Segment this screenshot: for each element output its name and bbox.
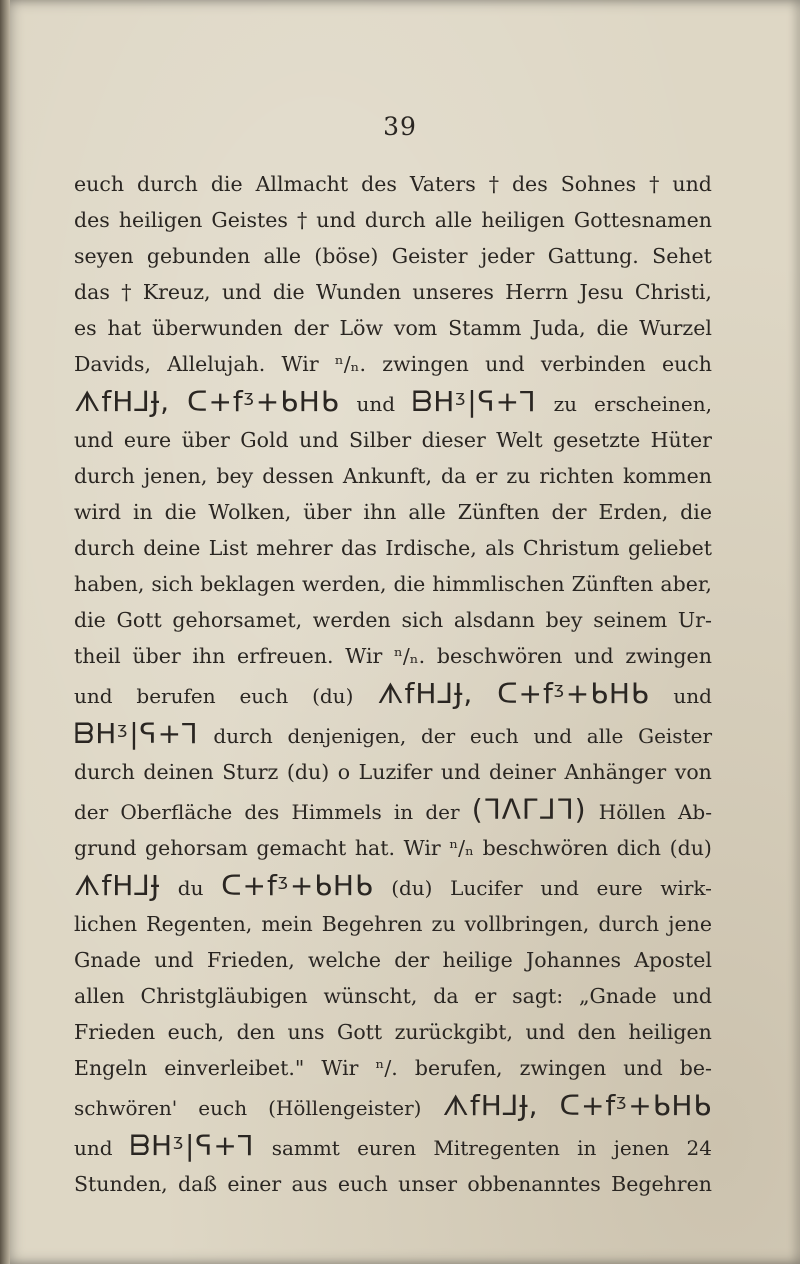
word: sammt (271, 1136, 340, 1160)
word: gebunden (146, 244, 251, 268)
word: heilige (442, 948, 513, 972)
word: Herrn (505, 280, 569, 304)
word: o (337, 760, 351, 784)
word: die (596, 316, 629, 340)
word: deinen (143, 760, 214, 784)
word: Christi, (634, 280, 712, 304)
word: den (577, 1020, 616, 1044)
word: durch (213, 724, 273, 748)
word: deine (143, 536, 201, 560)
word: aus (291, 1172, 328, 1196)
word: einverleibet." (164, 1056, 305, 1080)
word: ᑕ+fᶾ+ᑲHᑲ (497, 677, 650, 710)
word: Frieden, (207, 948, 295, 972)
word: die (74, 608, 106, 632)
word: der (394, 948, 430, 972)
word: haben, (74, 572, 145, 596)
word: welche (307, 948, 381, 972)
word: und (356, 392, 396, 416)
word: Jesu (579, 280, 624, 304)
word: Kreuz, (142, 280, 211, 304)
word: bey (545, 608, 583, 632)
word: Frieden (74, 1020, 156, 1044)
word: Wir (321, 1056, 359, 1080)
word: gehorsam (145, 836, 248, 860)
word: und (623, 1056, 663, 1080)
word: Oberfläche (120, 800, 233, 824)
word: von (674, 760, 712, 784)
word: beschwören (482, 836, 609, 860)
word: Luzifer (358, 760, 433, 784)
word: berufen (136, 684, 216, 708)
word: † (121, 280, 132, 304)
word: der (551, 500, 587, 524)
word: Sturz (222, 760, 279, 784)
word: Stunden, (74, 1172, 168, 1196)
word: theil (74, 644, 121, 668)
word: jene (668, 912, 712, 936)
word: geliebet (627, 536, 712, 560)
word: Johannes (525, 948, 622, 972)
word: unseres (412, 280, 494, 304)
word: zwingen (519, 1056, 607, 1080)
word: Erden, (598, 500, 669, 524)
word: alle (434, 208, 473, 232)
word: erfreuen. (237, 644, 334, 668)
word: und (672, 984, 712, 1008)
text-line (74, 202, 712, 238)
text-line (74, 422, 712, 458)
word: euch (74, 172, 125, 196)
word: Silber (348, 428, 412, 452)
word: euch (198, 1096, 248, 1120)
word: die (164, 500, 197, 524)
word: durch (364, 208, 426, 232)
word: ᑕ+fᶾ+ᑲHᑲ (559, 1089, 712, 1122)
text-line (74, 166, 712, 202)
word: den (236, 1020, 276, 1044)
word: lichen (74, 912, 138, 936)
word: einer (227, 1172, 282, 1196)
word: hat (107, 316, 142, 340)
word: Allmacht (255, 172, 349, 196)
word: euren (357, 1136, 417, 1160)
word: be- (679, 1056, 712, 1080)
word: (du) (669, 836, 712, 860)
word: Geistes (211, 208, 288, 232)
word: es (74, 316, 97, 340)
word: vollbringen, (464, 912, 590, 936)
word: die (393, 572, 426, 596)
word: mehrer (256, 536, 333, 560)
word: (du) (391, 876, 433, 900)
word: zu (506, 464, 531, 488)
word: seyen (74, 244, 134, 268)
text-line (74, 714, 712, 754)
word: uns (287, 1020, 325, 1044)
text-line (74, 866, 712, 906)
word: und (299, 428, 339, 452)
word: heiligen (628, 1020, 712, 1044)
word: überwunden (152, 316, 283, 340)
word: † (649, 172, 660, 196)
word: Gattung. (547, 244, 639, 268)
word: und (74, 428, 114, 452)
word: jenen, (143, 464, 208, 488)
word: und (154, 948, 194, 972)
word: er (474, 984, 497, 1008)
word: durch (598, 912, 660, 936)
word: Anhänger (564, 760, 667, 784)
word: Ab- (677, 800, 712, 824)
word: durch (74, 536, 135, 560)
text-line (74, 1050, 712, 1086)
text-line (74, 458, 712, 494)
word: Gottesnamen (573, 208, 712, 232)
text-line (74, 638, 712, 674)
word: † (488, 172, 499, 196)
word: alle (586, 724, 624, 748)
word: Juda, (532, 316, 586, 340)
text-line (74, 1014, 712, 1050)
word: eure (596, 876, 643, 900)
text-line (74, 942, 712, 978)
word: und (316, 208, 356, 232)
word: Wunden (315, 280, 402, 304)
word: alsdann (453, 608, 535, 632)
word: über (132, 644, 181, 668)
word: und (533, 724, 573, 748)
word: euch (239, 684, 289, 708)
word: ᗷHᶾ|ᕋ+Ꞁ (412, 385, 537, 418)
word: Gnade (74, 948, 142, 972)
word: jenen (613, 1136, 670, 1160)
word: alle (263, 244, 301, 268)
word: zu (553, 392, 578, 416)
word: Ur- (677, 608, 712, 632)
book-spine-shadow (0, 0, 10, 1264)
word: sich (401, 608, 444, 632)
word: bey (216, 464, 254, 488)
word: und (221, 280, 262, 304)
word: berufen, (414, 1056, 503, 1080)
word: gemacht (256, 836, 347, 860)
word: Wolken, (208, 500, 292, 524)
word: Davids, (74, 352, 151, 376)
word: euch, (167, 1020, 225, 1044)
word: Ankunft, (342, 464, 433, 488)
word: Regenten, (146, 912, 253, 936)
word: in (132, 500, 153, 524)
word: werden (312, 608, 391, 632)
word: Mitregenten (433, 1136, 560, 1160)
word: Vaters (409, 172, 476, 196)
text-line (74, 382, 712, 422)
word: Stamm (448, 316, 522, 340)
word: und (485, 352, 525, 376)
word: die (272, 280, 305, 304)
word: Zünften (457, 500, 540, 524)
word: du (177, 876, 204, 900)
word: aber, (660, 572, 712, 596)
word: ᗑfH⅃Ɉ, (377, 677, 474, 710)
text-line (74, 494, 712, 530)
page-number: 39 (383, 112, 417, 141)
word: Irdische, (385, 536, 477, 560)
word: euch (469, 724, 519, 748)
word: Begehren (611, 1172, 712, 1196)
word: erscheinen, (594, 392, 712, 416)
word: Wir (281, 352, 319, 376)
text-line (74, 830, 712, 866)
word: hat. (354, 836, 396, 860)
word: Höllen (598, 800, 666, 824)
text-line (74, 238, 712, 274)
word: die (210, 172, 243, 196)
word: der (293, 316, 329, 340)
word: ᑕ+fᶾ+ᑲHᑲ (221, 869, 374, 902)
text-line (74, 602, 712, 638)
word: himmlischen (432, 572, 565, 596)
word: richten (539, 464, 614, 488)
word: werden, (302, 572, 387, 596)
text-line (74, 978, 712, 1014)
word: grund (74, 836, 137, 860)
word: Hüter (650, 428, 712, 452)
word: zu (431, 912, 456, 936)
word: Sohnes (560, 172, 637, 196)
word: Himmels (291, 800, 382, 824)
word: eure (123, 428, 172, 452)
text-line (74, 1166, 712, 1202)
word: das (341, 536, 377, 560)
text-line (74, 906, 712, 942)
word: ᗑfH⅃Ɉ, (74, 385, 171, 418)
word: über (181, 428, 230, 452)
text-line (74, 566, 712, 602)
word: (böse) (314, 244, 379, 268)
word: Wurzel (639, 316, 712, 340)
text-line (74, 1086, 712, 1126)
word: ⁿ/. (375, 1056, 398, 1080)
word: und (525, 1020, 566, 1044)
word: und (673, 684, 712, 708)
word: Gold (240, 428, 289, 452)
word: ⁿ/ₙ (449, 836, 474, 860)
word: und (74, 1136, 113, 1160)
word: Sehet (652, 244, 712, 268)
word: obbenanntes (467, 1172, 601, 1196)
word: seinem (593, 608, 668, 632)
word: da (433, 984, 459, 1008)
word: heiligen (481, 208, 565, 232)
word: durch (74, 464, 135, 488)
word: Welt (496, 428, 543, 452)
text-line (74, 310, 712, 346)
word: deiner (489, 760, 556, 784)
word: (ᒣᐱᒥᒧᒣ) (471, 793, 587, 826)
word: und (540, 876, 579, 900)
word: sich (151, 572, 194, 596)
word: er (475, 464, 498, 488)
word: ⁿ/ₙ. (394, 644, 426, 668)
word: daß (178, 1172, 218, 1196)
word: beklagen (200, 572, 296, 596)
word: denjenigen, (287, 724, 407, 748)
word: ᑕ+fᶾ+ᑲHᑲ (187, 385, 340, 418)
word: des (244, 800, 280, 824)
word: List (208, 536, 248, 560)
word: Geister (638, 724, 712, 748)
word: jeder (480, 244, 535, 268)
word: gehorsamet, (172, 608, 303, 632)
word: die (680, 500, 712, 524)
text-line (74, 346, 712, 382)
word: wünscht, (323, 984, 418, 1008)
word: Geister (391, 244, 468, 268)
word: Allelujah. (167, 352, 266, 376)
word: zurückgibt, (394, 1020, 514, 1044)
word: vom (393, 316, 438, 340)
text-line (74, 674, 712, 714)
word: dessen (262, 464, 334, 488)
word: unser (398, 1172, 458, 1196)
word: da (441, 464, 467, 488)
word: sagt: (512, 984, 564, 1008)
text-line (74, 754, 712, 790)
word: und (672, 172, 712, 196)
word: wird (74, 500, 122, 524)
word: in (577, 1136, 597, 1160)
word: Apostel (634, 948, 712, 972)
word: Wir (345, 644, 383, 668)
word: Engeln (74, 1056, 148, 1080)
word: der (420, 724, 456, 748)
word: zwingen (625, 644, 712, 668)
word: der (74, 800, 109, 824)
word: ihn (192, 644, 226, 668)
word: verbinden (540, 352, 646, 376)
word: mein (261, 912, 313, 936)
text-line (74, 274, 712, 310)
word: Löw (339, 316, 384, 340)
word: Wir (403, 836, 441, 860)
word: ᗑfH⅃Ɉ (74, 869, 161, 902)
word: schwören' (74, 1096, 178, 1120)
word: als (485, 536, 515, 560)
word: über (303, 500, 352, 524)
word: kommen (622, 464, 712, 488)
word: euch (337, 1172, 388, 1196)
word: heiligen (118, 208, 203, 232)
word: (Höllengeister) (268, 1096, 422, 1120)
word: ᗑfH⅃Ɉ, (442, 1089, 539, 1122)
word: Christum (522, 536, 620, 560)
word: 24 (686, 1136, 712, 1160)
word: der (425, 800, 460, 824)
word: und (574, 644, 614, 668)
word: durch (74, 760, 135, 784)
word: des (361, 172, 397, 196)
word: dich (616, 836, 662, 860)
text-line (74, 1126, 712, 1166)
word: † (296, 208, 308, 232)
word: beschwören (436, 644, 563, 668)
word: des (511, 172, 548, 196)
text-line (74, 530, 712, 566)
word: (du) (286, 760, 330, 784)
word: ᗷHᶾ|ᕋ+Ꞁ (74, 717, 199, 750)
word: „Gnade (578, 984, 657, 1008)
word: alle (408, 500, 446, 524)
word: dieser (421, 428, 486, 452)
word: Begehren (321, 912, 423, 936)
word: wirk- (660, 876, 712, 900)
word: das (74, 280, 110, 304)
word: Gott (336, 1020, 383, 1044)
word: und (74, 684, 113, 708)
word: des (74, 208, 110, 232)
word: Zünften (571, 572, 654, 596)
word: in (393, 800, 414, 824)
word: Christgläubigen (140, 984, 308, 1008)
body-text (74, 166, 712, 1202)
word: ihn (363, 500, 397, 524)
word: allen (74, 984, 125, 1008)
word: und (440, 760, 481, 784)
word: Gott (116, 608, 162, 632)
word: zwingen (382, 352, 469, 376)
word: Lucifer (450, 876, 523, 900)
word: durch (137, 172, 198, 196)
text-line (74, 790, 712, 830)
word: gesetzte (552, 428, 641, 452)
word: euch (661, 352, 712, 376)
word: (du) (312, 684, 354, 708)
word: ⁿ/ₙ. (334, 352, 367, 376)
word: ᗷHᶾ|ᕋ+Ꞁ (129, 1129, 255, 1162)
